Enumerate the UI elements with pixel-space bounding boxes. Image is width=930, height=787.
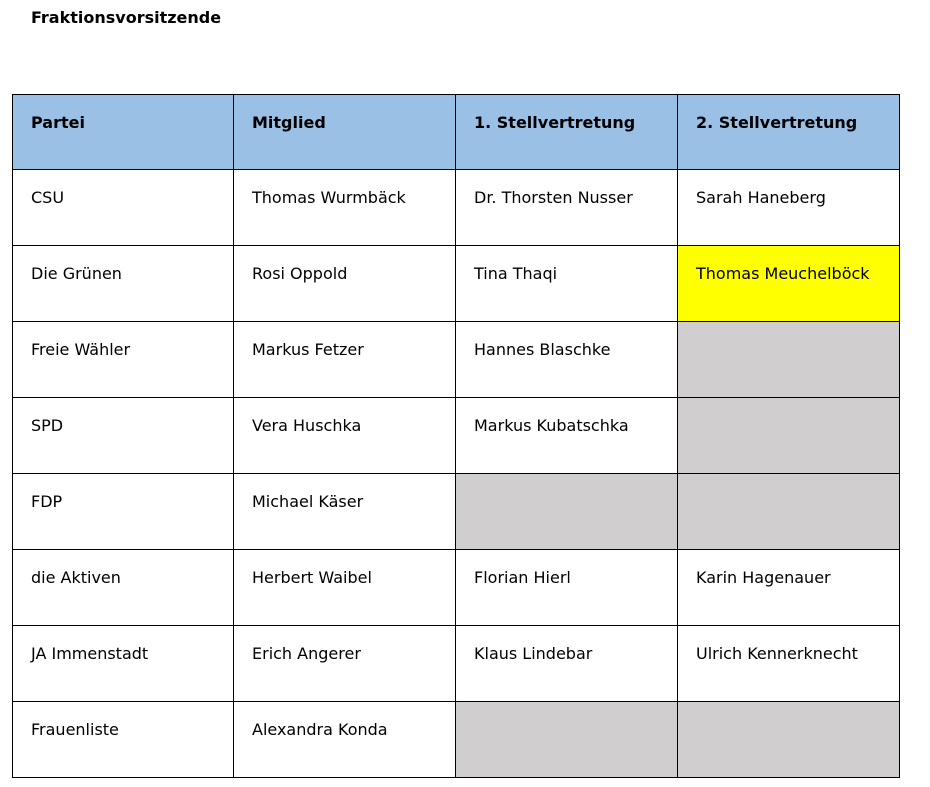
empty-cell [456, 702, 678, 778]
empty-cell [456, 474, 678, 550]
table-row [13, 398, 900, 474]
table-row [13, 702, 900, 778]
header-row [13, 95, 900, 170]
cell-partei: Die Grünen [13, 246, 234, 322]
cell-mitglied: Herbert Waibel [234, 550, 456, 626]
cell-second-deputy: Ulrich Kennerknecht [678, 626, 900, 702]
header-first-deputy: 1. Stellvertretung [456, 95, 678, 170]
table-row [13, 322, 900, 398]
header-second-deputy: 2. Stellvertretung [678, 95, 900, 170]
cell-partei: JA Immenstadt [13, 626, 234, 702]
table-row [13, 626, 900, 702]
cell-first-deputy: Klaus Lindebar [456, 626, 678, 702]
empty-cell [678, 702, 900, 778]
page-heading: Fraktionsvorsitzende [31, 8, 222, 27]
cell-first-deputy: Dr. Thorsten Nusser [456, 170, 678, 246]
highlighted-cell: Thomas Meuchelböck [678, 246, 900, 322]
table-header [13, 95, 900, 170]
cell-mitglied: Alexandra Konda [234, 702, 456, 778]
header-mitglied: Mitglied [234, 95, 456, 170]
empty-cell [678, 322, 900, 398]
empty-cell [678, 474, 900, 550]
cell-mitglied: Erich Angerer [234, 626, 456, 702]
cell-partei: Freie Wähler [13, 322, 234, 398]
cell-first-deputy: Hannes Blaschke [456, 322, 678, 398]
table-row [13, 474, 900, 550]
cell-partei: Frauenliste [13, 702, 234, 778]
table-row [13, 550, 900, 626]
empty-cell [678, 398, 900, 474]
table-body [13, 170, 900, 778]
cell-second-deputy: Karin Hagenauer [678, 550, 900, 626]
cell-partei: SPD [13, 398, 234, 474]
cell-first-deputy: Tina Thaqi [456, 246, 678, 322]
cell-mitglied: Vera Huschka [234, 398, 456, 474]
table-row [13, 246, 900, 322]
faction-leaders-table [12, 94, 900, 778]
cell-second-deputy: Sarah Haneberg [678, 170, 900, 246]
cell-mitglied: Michael Käser [234, 474, 456, 550]
cell-mitglied: Rosi Oppold [234, 246, 456, 322]
cell-first-deputy: Florian Hierl [456, 550, 678, 626]
cell-first-deputy: Markus Kubatschka [456, 398, 678, 474]
cell-partei: die Aktiven [13, 550, 234, 626]
cell-partei: CSU [13, 170, 234, 246]
cell-mitglied: Thomas Wurmbäck [234, 170, 456, 246]
header-partei: Partei [13, 95, 234, 170]
table-row [13, 170, 900, 246]
cell-mitglied: Markus Fetzer [234, 322, 456, 398]
cell-partei: FDP [13, 474, 234, 550]
